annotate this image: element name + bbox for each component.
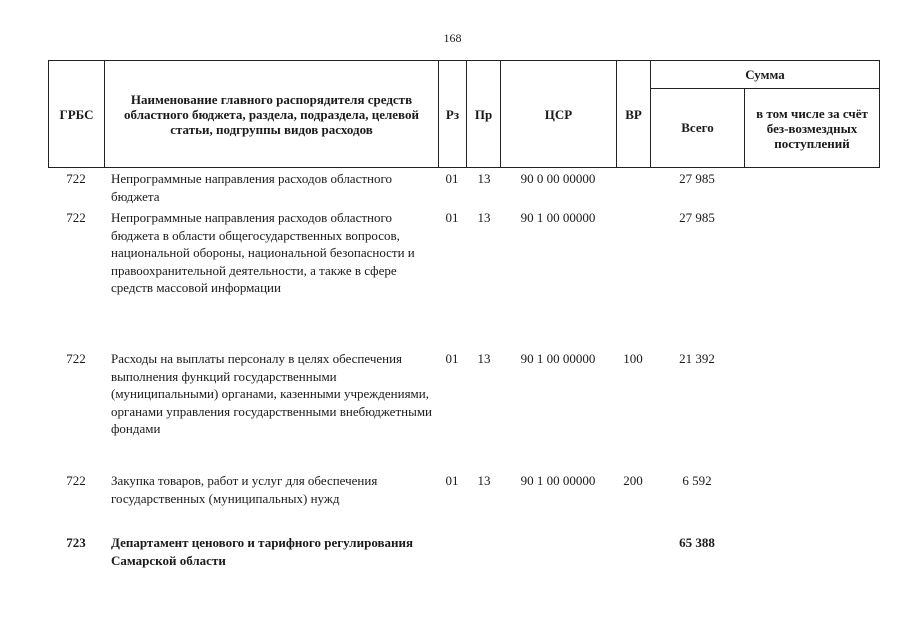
header-total: Всего bbox=[651, 89, 745, 167]
cell-total: 27 985 bbox=[679, 171, 715, 186]
cell-name: Департамент ценового и тарифного регулирования Самарской области bbox=[111, 535, 414, 568]
cell-vr: 200 bbox=[623, 473, 643, 488]
header-pr: Пр bbox=[467, 61, 501, 167]
cell-rz: 01 bbox=[445, 210, 459, 225]
cell-pr: 13 bbox=[477, 171, 491, 186]
cell-name: Непрограммные направления расходов областного бюджета в области общегосударственных вопросов, национальной обороны, национальной безопасности и правоохранительной деятельности, а также в сфере средств массовой информации bbox=[111, 210, 415, 295]
cell-total: 6 592 bbox=[682, 473, 712, 488]
cell-grbs: 722 bbox=[66, 171, 86, 186]
cell-csr: 90 1 00 00000 bbox=[520, 351, 596, 366]
cell-name: Закупка товаров, работ и услуг для обеспечения государственных (муниципальных) нужд bbox=[111, 473, 378, 506]
header-name: Наименование главного распорядителя средств областного бюджета, раздела, подраздела, целевой статьи, подгруппы видов расходов bbox=[105, 61, 439, 167]
header-grbs: ГРБС bbox=[49, 61, 105, 167]
cell-csr: 90 0 00 00000 bbox=[520, 171, 596, 186]
header-csr: ЦСР bbox=[501, 61, 617, 167]
header-free: в том числе за счёт без-возмездных поступлений bbox=[756, 105, 868, 151]
cell-grbs: 722 bbox=[66, 473, 86, 488]
cell-name: Непрограммные направления расходов областного бюджета bbox=[111, 171, 392, 204]
cell-pr: 13 bbox=[477, 210, 491, 225]
cell-grbs: 722 bbox=[66, 210, 86, 225]
cell-name: Расходы на выплаты персоналу в целях обеспечения выполнения функций государственными (муниципальными) органами, казенными учреждениями, органами управления государственными внебюджетными фондами bbox=[111, 351, 433, 436]
cell-vr: 100 bbox=[623, 351, 643, 366]
cell-total: 27 985 bbox=[679, 210, 715, 225]
cell-pr: 13 bbox=[477, 473, 491, 488]
page-number: 168 bbox=[443, 31, 462, 45]
table-header bbox=[48, 60, 880, 168]
cell-rz: 01 bbox=[445, 351, 459, 366]
cell-rz: 01 bbox=[445, 171, 459, 186]
cell-total: 21 392 bbox=[679, 351, 715, 366]
cell-grbs: 722 bbox=[66, 351, 86, 366]
header-vr: ВР bbox=[617, 61, 651, 167]
cell-grbs: 723 bbox=[66, 535, 86, 550]
header-sum: Сумма bbox=[651, 61, 879, 89]
cell-csr: 90 1 00 00000 bbox=[520, 210, 596, 225]
header-rz: Рз bbox=[439, 61, 467, 167]
cell-csr: 90 1 00 00000 bbox=[520, 473, 596, 488]
cell-rz: 01 bbox=[445, 473, 459, 488]
cell-pr: 13 bbox=[477, 351, 491, 366]
cell-total: 65 388 bbox=[679, 535, 715, 550]
